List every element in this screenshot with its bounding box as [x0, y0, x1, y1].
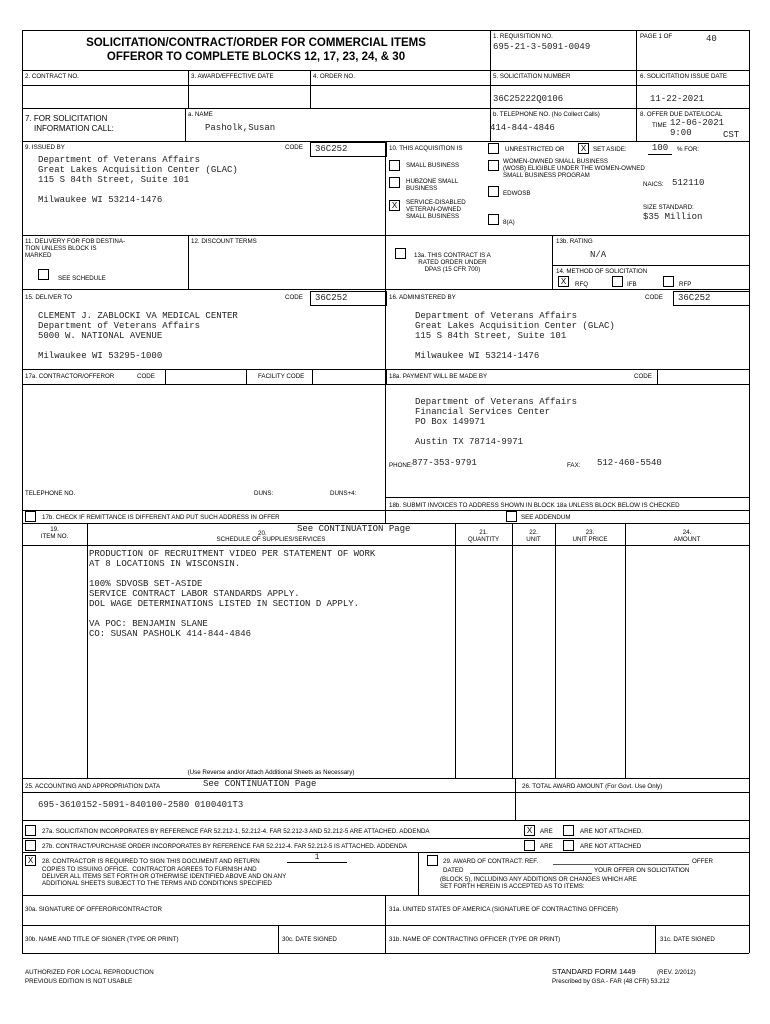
accounting-label: 25. ACCOUNTING AND APPROPRIATION DATA	[25, 783, 161, 790]
size-standard-value[interactable]: $35 Million	[643, 212, 703, 222]
page-label: PAGE 1 OF	[640, 33, 673, 40]
date-signed-31c: 31c. DATE SIGNED	[660, 936, 715, 943]
see-schedule-checkbox[interactable]	[38, 269, 49, 280]
duns4-label: DUNS+4:	[330, 490, 357, 497]
page-total: 40	[706, 34, 717, 44]
rfp-checkbox[interactable]	[663, 276, 674, 287]
issue-date[interactable]: 11-22-2021	[650, 94, 705, 104]
27a-are-label: ARE	[540, 828, 553, 835]
sig-usa-label: 31a. UNITED STATES OF AMERICA (SIGNATURE OF CONTRACTING OFFICER)	[389, 906, 618, 913]
set-aside-pct[interactable]: 100	[648, 143, 672, 155]
sdvosb-label: SERVICE-DISABLED VETERAN-OWNED SMALL BUSINESS	[406, 199, 466, 220]
set-aside-label: SET ASIDE:	[593, 146, 627, 153]
unrestricted-label: UNRESTRICTED OR	[505, 146, 565, 153]
offer-due-time[interactable]: 9:00	[670, 128, 692, 138]
issue-date-label: 6. SOLICITATION ISSUE DATE	[640, 73, 727, 80]
deliver-to-code-box[interactable]	[310, 291, 387, 306]
eight-a-checkbox[interactable]	[488, 214, 499, 225]
deliver-to-code: 36C252	[315, 293, 348, 303]
remittance-label: 17b. CHECK IF REMITTANCE IS DIFFERENT AND PUT SUCH ADDRESS IN OFFER	[42, 514, 280, 521]
contact-name[interactable]: Pasholk,Susan	[205, 123, 276, 133]
deliver-to-code-label: CODE	[285, 294, 303, 301]
hubzone-checkbox[interactable]	[389, 177, 400, 188]
rating-label: 13b. RATING	[556, 238, 593, 245]
quantity-header: 21. QUANTITY	[467, 529, 500, 543]
27b-are-not-label: ARE NOT ATTACHED	[580, 843, 642, 850]
ifb-label: IFB	[627, 281, 637, 288]
issued-by-code-box[interactable]	[310, 142, 387, 157]
signer-name-label: 30b. NAME AND TITLE OF SIGNER (TYPE OR PRINT)	[25, 936, 179, 943]
wosb-label: WOMEN-OWNED SMALL BUSINESS (WOSB) ELIGIBLE UNDER THE WOMEN-OWNED SMALL BUSINESS PROGRAM	[503, 158, 645, 179]
28-label: 28. CONTRACTOR IS REQUIRED TO SIGN THIS DOCUMENT AND RETURN	[42, 858, 260, 865]
solicitation-no-label: 5. SOLICITATION NUMBER	[493, 73, 571, 80]
duns-label: DUNS:	[254, 490, 274, 497]
schedule-continuation: See CONTINUATION Page	[297, 524, 411, 534]
set-aside-checkbox[interactable]: X	[578, 143, 589, 154]
administered-by-label: 16. ADMINISTERED BY	[389, 294, 456, 301]
27b-are-label: ARE	[540, 843, 553, 850]
footer-local-repro: AUTHORIZED FOR LOCAL REPRODUCTION	[25, 969, 154, 976]
28-copies[interactable]: 1	[287, 852, 347, 863]
accounting-continuation: See CONTINUATION Page	[203, 779, 317, 789]
date-signed-30c: 30c. DATE SIGNED	[282, 936, 337, 943]
contractor-code-box[interactable]	[165, 369, 247, 385]
29-your-offer: YOUR OFFER ON SOLICITATION	[594, 867, 690, 874]
see-addendum-checkbox[interactable]	[506, 511, 517, 522]
schedule-description: PRODUCTION OF RECRUITMENT VIDEO PER STATEMENT OF WORK AT 8 LOCATIONS IN WISCONSIN. 100% SDVOSB SET-ASIDE SERVICE CONTRACT LABOR STANDARDS APPLY. DOL WAGE DETERMINATIONS LISTED IN SECTION D APPLY. VA POC: BENJAMIN SLANE CO: SUSAN PASHOLK 414-844-4846	[89, 549, 376, 639]
27a-are-checkbox[interactable]: X	[524, 825, 535, 836]
29-checkbox[interactable]	[427, 855, 438, 866]
rated-order-checkbox[interactable]	[395, 248, 406, 259]
issued-by-label: 9. ISSUED BY	[25, 144, 65, 151]
edwosb-label: EDWOSB	[503, 190, 531, 197]
time-label: TIME	[652, 122, 667, 129]
payment-label: 18a. PAYMENT WILL BE MADE BY	[389, 373, 488, 380]
accounting-value[interactable]: 695-3610152-5091-840100-2580 0100401T3	[38, 800, 244, 810]
deliver-to-label: 15. DELIVER TO	[25, 294, 72, 301]
form-title-line1: SOLICITATION/CONTRACT/ORDER FOR COMMERCIAL ITEMS	[86, 37, 426, 49]
issued-by-code: 36C252	[315, 144, 348, 154]
footer-prescribed: Prescribed by GSA - FAR (48 CFR) 53.212	[552, 978, 670, 985]
offer-due-tz: CST	[723, 130, 740, 140]
rfq-label: RFQ	[575, 281, 589, 288]
eight-a-label: 8(A)	[503, 219, 515, 226]
acquisition-label: 10. THIS ACQUISITION IS	[389, 145, 463, 152]
phone-label: b. TELEPHONE NO. (No Collect Calls)	[493, 111, 600, 118]
payment-code-label: CODE	[634, 373, 652, 380]
footer-form-name: STANDARD FORM 1449	[552, 967, 636, 976]
issued-by-address: Department of Veterans Affairs Great Lakes Acquisition Center (GLAC) 115 S 84th Street, Suite 101 Milwaukee WI 53214-1476	[38, 155, 238, 205]
29-label: 29. AWARD OF CONTRACT: REF.	[443, 858, 539, 865]
27b-are-checkbox[interactable]	[524, 840, 535, 851]
name-label: a. NAME	[188, 111, 213, 118]
contractor-code-label: CODE	[137, 373, 155, 380]
27a-label: 27a. SOLICITATION INCORPORATES BY REFERENCE FAR 52.212-1, 52.212-4. FAR 52.212-3 AND 52.212-5 ARE ATTACHED. ADDENDA	[42, 828, 430, 835]
edwosb-checkbox[interactable]	[488, 186, 499, 197]
hubzone-label: HUBZONE SMALL BUSINESS	[406, 178, 459, 192]
administered-code-box[interactable]	[673, 291, 750, 306]
payment-phone-label: PHONE:	[389, 462, 413, 469]
wosb-checkbox[interactable]	[488, 160, 499, 171]
rated-order-label: 13a. THIS CONTRACT IS A RATED ORDER UNDER DPAS (15 CFR 700)	[414, 252, 491, 273]
offer-due-label: 8. OFFER DUE DATE/LOCAL	[640, 111, 723, 118]
discount-terms-label: 12. DISCOUNT TERMS	[191, 238, 257, 245]
rfq-checkbox[interactable]: X	[558, 276, 569, 287]
supplies-num: 20.	[258, 530, 267, 537]
offer-due-date[interactable]: 12-06-2021	[670, 118, 725, 128]
see-addendum-label: SEE ADDENDUM	[521, 514, 571, 521]
27a-are-not-label: ARE NOT ATTACHED.	[580, 828, 643, 835]
facility-code-label: FACILITY CODE	[258, 373, 305, 380]
payment-phone[interactable]: 877-353-9791	[412, 458, 477, 468]
officer-name-label: 31b. NAME OF CONTRACTING OFFICER (TYPE OR PRINT)	[389, 936, 561, 943]
payment-fax-label: FAX:	[567, 462, 581, 469]
29-dated: DATED	[443, 867, 464, 874]
28-checkbox[interactable]: X	[25, 855, 36, 866]
unit-price-header: 23. UNIT PRICE	[572, 529, 608, 543]
deliver-to-address: CLEMENT J. ZABLOCKI VA MEDICAL CENTER Department of Veterans Affairs 5000 W. NATIONAL AVENUE Milwaukee WI 53295-1000	[38, 311, 238, 361]
administered-code-label: CODE	[645, 294, 663, 301]
administered-address: Department of Veterans Affairs Great Lakes Acquisition Center (GLAC) 115 S 84th Street, Suite 101 Milwaukee WI 53214-1476	[415, 311, 615, 361]
27a-checkbox[interactable]	[25, 825, 36, 836]
contact-phone[interactable]: 414-844-4846	[490, 123, 555, 133]
pct-for-label: % FOR:	[677, 146, 700, 153]
footer-prev-edition: PREVIOUS EDITION IS NOT USABLE	[25, 978, 133, 985]
small-business-label: SMALL BUSINESS	[406, 162, 460, 169]
28-terms: COPIES TO ISSUING OFFICE. CONTRACTOR AGREES TO FURNISH AND DELIVER ALL ITEMS SET FORTH OR OTHERWISE IDENTIFIED ABOVE AND ON ANY ADDITIONAL SHEETS SUBJECT TO THE TERMS AND CONDITIONS SPECIFIED	[42, 866, 287, 887]
delivery-fob-label: 11. DELIVERY FOR FOB DESTINA- TION UNLESS BLOCK IS MARKED	[25, 238, 126, 259]
ifb-checkbox[interactable]	[612, 276, 623, 287]
award-date-label: 3. AWARD/EFFECTIVE DATE	[191, 73, 274, 80]
item-no-header: 19. ITEM NO.	[40, 526, 69, 540]
naics-label: NAICS:	[643, 181, 664, 188]
rating-value[interactable]: N/A	[590, 250, 607, 260]
27b-label: 27b. CONTRACT/PURCHASE ORDER INCORPORATES BY REFERENCE FAR 52.212-4. FAR 52.212-5 IS ATTACHED. ADDENDA	[42, 843, 408, 850]
requisition-value[interactable]: 695-21-3-5091-0049	[493, 42, 591, 52]
unrestricted-checkbox[interactable]	[488, 143, 499, 154]
form-title-line2: OFFEROR TO COMPLETE BLOCKS 12, 17, 23, 24, & 30	[106, 51, 406, 63]
sig-offeror-label: 30a. SIGNATURE OF OFFEROR/CONTRACTOR	[25, 906, 162, 913]
reverse-note: (Use Reverse and/or Attach Additional Sheets as Necessary)	[187, 769, 355, 776]
size-standard-label: SIZE STANDARD:	[643, 204, 694, 211]
footer-rev: (REV. 2/2012)	[657, 969, 696, 976]
contract-no-label: 2. CONTRACT NO.	[25, 73, 79, 80]
rfp-label: RFP	[679, 281, 692, 288]
sdvosb-checkbox[interactable]: X	[389, 200, 400, 211]
method-label: 14. METHOD OF SOLICITATION	[556, 268, 648, 275]
remittance-checkbox[interactable]	[25, 511, 36, 522]
payment-fax[interactable]: 512-460-5540	[597, 458, 662, 468]
submit-invoices-label: 18b. SUBMIT INVOICES TO ADDRESS SHOWN IN BLOCK 18a UNLESS BLOCK BELOW IS CHECKED	[389, 502, 680, 509]
27b-checkbox[interactable]	[25, 840, 36, 851]
requisition-label: 1. REQUISITION NO.	[493, 33, 553, 40]
unit-header: 22. UNIT	[526, 529, 541, 543]
info-call-label: 7. FOR SOLICITATION INFORMATION CALL:	[25, 114, 114, 133]
payment-code-box[interactable]	[657, 369, 750, 385]
small-business-checkbox[interactable]	[389, 160, 400, 171]
contractor-label: 17a. CONTRACTOR/OFFEROR	[25, 373, 115, 380]
telephone-label: TELEPHONE NO.	[25, 490, 76, 497]
27a-are-not-checkbox[interactable]	[563, 825, 574, 836]
order-no-label: 4. ORDER NO.	[313, 73, 355, 80]
amount-header: 24. AMOUNT	[673, 529, 701, 543]
administered-code: 36C252	[678, 293, 711, 303]
naics-value[interactable]: 512110	[672, 178, 705, 188]
see-schedule-label: SEE SCHEDULE	[58, 275, 106, 282]
29-offer: OFFER	[692, 858, 713, 865]
issued-by-code-label: CODE	[285, 144, 303, 151]
total-award-label: 26. TOTAL AWARD AMOUNT (For Govt. Use Only)	[522, 783, 663, 790]
29-terms: (BLOCK 5), INCLUDING ANY ADDITIONS OR CHANGES WHICH ARE SET FORTH HEREIN IS ACCEPTED AS TO ITEMS:	[440, 876, 637, 890]
payment-address: Department of Veterans Affairs Financial Services Center PO Box 149971 Austin TX 78714-9971	[415, 397, 578, 447]
27b-are-not-checkbox[interactable]	[563, 840, 574, 851]
facility-code-box[interactable]	[312, 369, 387, 385]
supplies-header: SCHEDULE OF SUPPLIES/SERVICES	[216, 536, 326, 543]
solicitation-no[interactable]: 36C25222Q0106	[493, 94, 564, 104]
